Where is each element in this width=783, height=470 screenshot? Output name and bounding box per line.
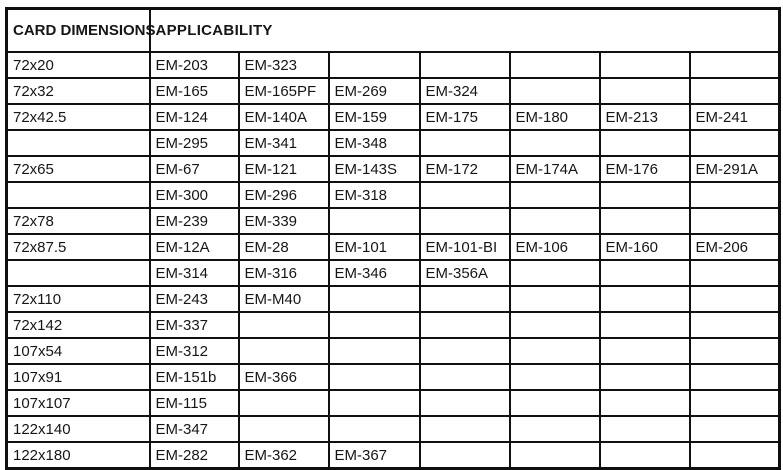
card-applicability-table (5, 7, 781, 470)
model-cell: EM-203 (150, 52, 239, 78)
model-cell: EM-241 (690, 104, 780, 130)
model-cell: EM-318 (329, 182, 420, 208)
model-cell: EM-324 (420, 78, 510, 104)
table-row (7, 338, 780, 364)
model-cell: EM-339 (239, 208, 329, 234)
model-cell: EM-296 (239, 182, 329, 208)
table-row (7, 260, 780, 286)
card-dimensions-header: CARD DIMENSIONS (7, 9, 150, 53)
model-cell (510, 442, 600, 469)
model-cell (510, 286, 600, 312)
model-cell (510, 260, 600, 286)
model-cell: EM-124 (150, 104, 239, 130)
dimension-cell: 107x54 (7, 338, 150, 364)
model-cell: EM-362 (239, 442, 329, 469)
model-cell (420, 312, 510, 338)
table-row (7, 52, 780, 78)
model-cell (690, 208, 780, 234)
dimension-cell: 72x65 (7, 156, 150, 182)
model-cell (420, 182, 510, 208)
model-cell (510, 52, 600, 78)
table-row (7, 286, 780, 312)
model-cell: EM-346 (329, 260, 420, 286)
model-cell (690, 442, 780, 469)
model-cell (510, 182, 600, 208)
model-cell (510, 312, 600, 338)
model-cell: EM-206 (690, 234, 780, 260)
model-cell: EM-165PF (239, 78, 329, 104)
table-row (7, 442, 780, 469)
model-cell: EM-106 (510, 234, 600, 260)
dimension-cell (7, 130, 150, 156)
dimension-cell: 72x142 (7, 312, 150, 338)
model-cell (600, 364, 690, 390)
model-cell (239, 390, 329, 416)
model-cell: EM-316 (239, 260, 329, 286)
model-cell (329, 338, 420, 364)
dimension-cell: 72x20 (7, 52, 150, 78)
model-cell (329, 52, 420, 78)
model-cell: EM-243 (150, 286, 239, 312)
model-cell: EM-176 (600, 156, 690, 182)
model-cell: EM-366 (239, 364, 329, 390)
model-cell (510, 416, 600, 442)
model-cell: EM-348 (329, 130, 420, 156)
model-cell: EM-143S (329, 156, 420, 182)
model-cell (510, 208, 600, 234)
dimension-cell: 72x110 (7, 286, 150, 312)
model-cell: EM-28 (239, 234, 329, 260)
model-cell: EM-M40 (239, 286, 329, 312)
model-cell (420, 442, 510, 469)
model-cell: EM-115 (150, 390, 239, 416)
model-cell: EM-347 (150, 416, 239, 442)
model-cell (690, 312, 780, 338)
model-cell (510, 390, 600, 416)
model-cell (690, 286, 780, 312)
model-cell: EM-175 (420, 104, 510, 130)
model-cell (510, 364, 600, 390)
model-cell (329, 416, 420, 442)
model-cell (420, 130, 510, 156)
model-cell: EM-269 (329, 78, 420, 104)
dimension-cell: 122x180 (7, 442, 150, 469)
model-cell (510, 130, 600, 156)
dimension-cell: 72x78 (7, 208, 150, 234)
model-cell: EM-323 (239, 52, 329, 78)
model-cell: EM-174A (510, 156, 600, 182)
model-cell (690, 390, 780, 416)
model-cell (600, 390, 690, 416)
applicability-header: APPLICABILITY (150, 9, 780, 53)
model-cell (329, 312, 420, 338)
model-cell (600, 130, 690, 156)
model-cell: EM-159 (329, 104, 420, 130)
model-cell: EM-295 (150, 130, 239, 156)
model-cell (420, 416, 510, 442)
model-cell (420, 208, 510, 234)
dimension-cell: 72x42.5 (7, 104, 150, 130)
table-row (7, 104, 780, 130)
model-cell: EM-172 (420, 156, 510, 182)
model-cell: EM-165 (150, 78, 239, 104)
model-cell (600, 182, 690, 208)
table-row (7, 390, 780, 416)
table-row (7, 234, 780, 260)
model-cell: EM-314 (150, 260, 239, 286)
dimension-cell (7, 182, 150, 208)
model-cell (329, 390, 420, 416)
model-cell: EM-367 (329, 442, 420, 469)
dimension-cell: 122x140 (7, 416, 150, 442)
header-row (7, 9, 780, 53)
model-cell (329, 286, 420, 312)
table-row (7, 208, 780, 234)
model-cell (239, 312, 329, 338)
model-cell (600, 312, 690, 338)
model-cell: EM-341 (239, 130, 329, 156)
table-row (7, 78, 780, 104)
model-cell (690, 364, 780, 390)
model-cell (420, 52, 510, 78)
model-cell (420, 390, 510, 416)
model-cell: EM-101-BI (420, 234, 510, 260)
model-cell: EM-356A (420, 260, 510, 286)
model-cell (600, 416, 690, 442)
model-cell: EM-239 (150, 208, 239, 234)
model-cell (690, 78, 780, 104)
model-cell (690, 130, 780, 156)
model-cell (600, 260, 690, 286)
model-cell (690, 338, 780, 364)
model-cell (600, 338, 690, 364)
model-cell: EM-312 (150, 338, 239, 364)
model-cell: EM-213 (600, 104, 690, 130)
model-cell: EM-67 (150, 156, 239, 182)
table-row (7, 130, 780, 156)
model-cell (239, 416, 329, 442)
model-cell: EM-121 (239, 156, 329, 182)
model-cell: EM-140A (239, 104, 329, 130)
model-cell (600, 442, 690, 469)
model-cell: EM-180 (510, 104, 600, 130)
model-cell (420, 364, 510, 390)
model-cell (600, 286, 690, 312)
model-cell: EM-12A (150, 234, 239, 260)
model-cell (600, 208, 690, 234)
model-cell: EM-337 (150, 312, 239, 338)
model-cell (329, 364, 420, 390)
model-cell: EM-282 (150, 442, 239, 469)
dimension-cell: 72x87.5 (7, 234, 150, 260)
model-cell (600, 52, 690, 78)
model-cell (239, 338, 329, 364)
dimension-cell: 72x32 (7, 78, 150, 104)
model-cell (600, 78, 690, 104)
table-row (7, 364, 780, 390)
dimension-cell (7, 260, 150, 286)
model-cell (510, 78, 600, 104)
model-cell (420, 338, 510, 364)
model-cell (420, 286, 510, 312)
table-row (7, 182, 780, 208)
dimension-cell: 107x91 (7, 364, 150, 390)
model-cell (690, 260, 780, 286)
model-cell: EM-101 (329, 234, 420, 260)
model-cell (329, 208, 420, 234)
table-row (7, 312, 780, 338)
model-cell: EM-151b (150, 364, 239, 390)
model-cell: EM-160 (600, 234, 690, 260)
model-cell: EM-300 (150, 182, 239, 208)
model-cell: EM-291A (690, 156, 780, 182)
table-row (7, 416, 780, 442)
model-cell (690, 52, 780, 78)
model-cell (690, 182, 780, 208)
dimension-cell: 107x107 (7, 390, 150, 416)
model-cell (690, 416, 780, 442)
model-cell (510, 338, 600, 364)
table-row (7, 156, 780, 182)
